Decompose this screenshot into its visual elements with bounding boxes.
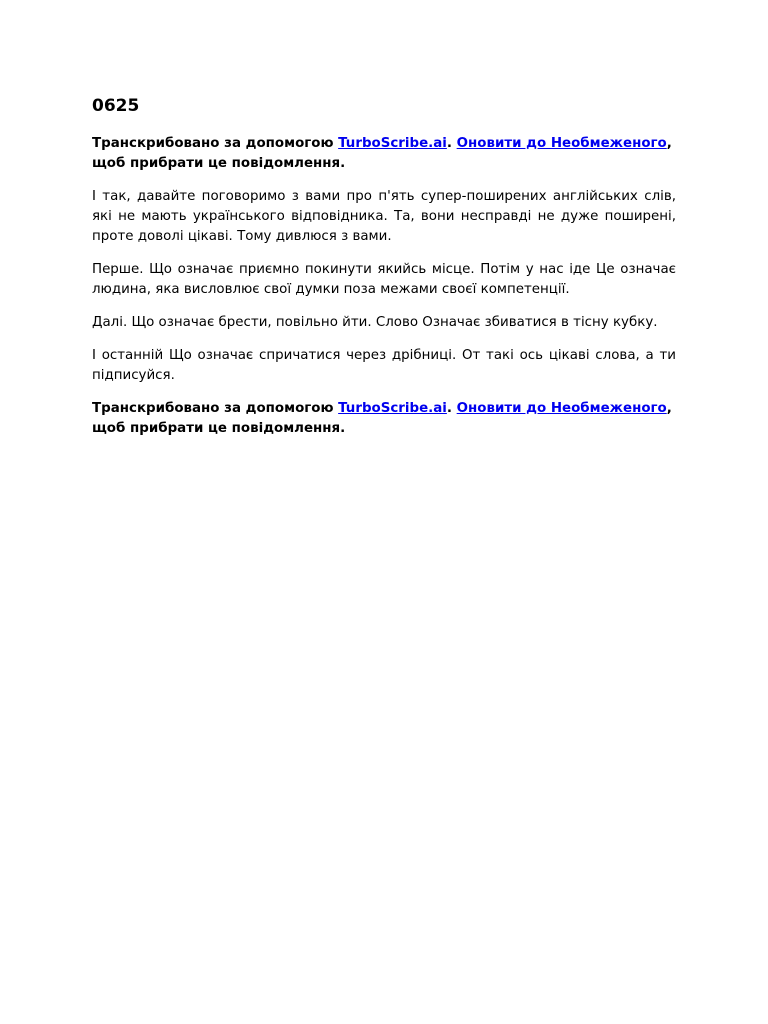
transcription-notice-bottom [92,399,676,439]
notice-prefix: Транскрибовано за допомогою [92,136,339,151]
transcription-notice-top [92,134,676,174]
upgrade-unlimited-link[interactable]: Оновити до Необмеженого [456,136,667,151]
turboscribe-link[interactable]: TurboScribe.ai [338,136,447,151]
body-paragraph-4: І останній Що означає спричатися через дрібниці. От такі ось цікаві слова, а ти підписуйся. [92,348,676,383]
upgrade-unlimited-link[interactable]: Оновити до Необмеженого [456,401,667,416]
body-paragraph-3: Далі. Що означає брести, повільно йти. Слово Означає збиватися в тісну кубку. [92,315,658,330]
notice-separator: . [446,401,457,416]
turboscribe-link[interactable]: TurboScribe.ai [338,401,447,416]
document-title: 0625 [92,96,140,116]
body-paragraph-2: Перше. Що означає приємно покинути якийсь місце. Потім у нас іде Це означає людина, яка висловлює свої думки поза межами своєї компетенції. [92,262,676,297]
notice-separator: . [446,136,457,151]
notice-prefix: Транскрибовано за допомогою [92,401,339,416]
notice-suffix: , щоб прибрати це повідомлення. [92,401,672,436]
notice-suffix: , щоб прибрати це повідомлення. [92,136,672,171]
body-paragraph-1: І так, давайте поговоримо з вами про п'ять супер-поширених англійських слів, які не мають українського відповідника. Та, вони несправді не дуже поширені, проте доволі цікаві. Тому дивлюся з вами. [92,189,676,244]
